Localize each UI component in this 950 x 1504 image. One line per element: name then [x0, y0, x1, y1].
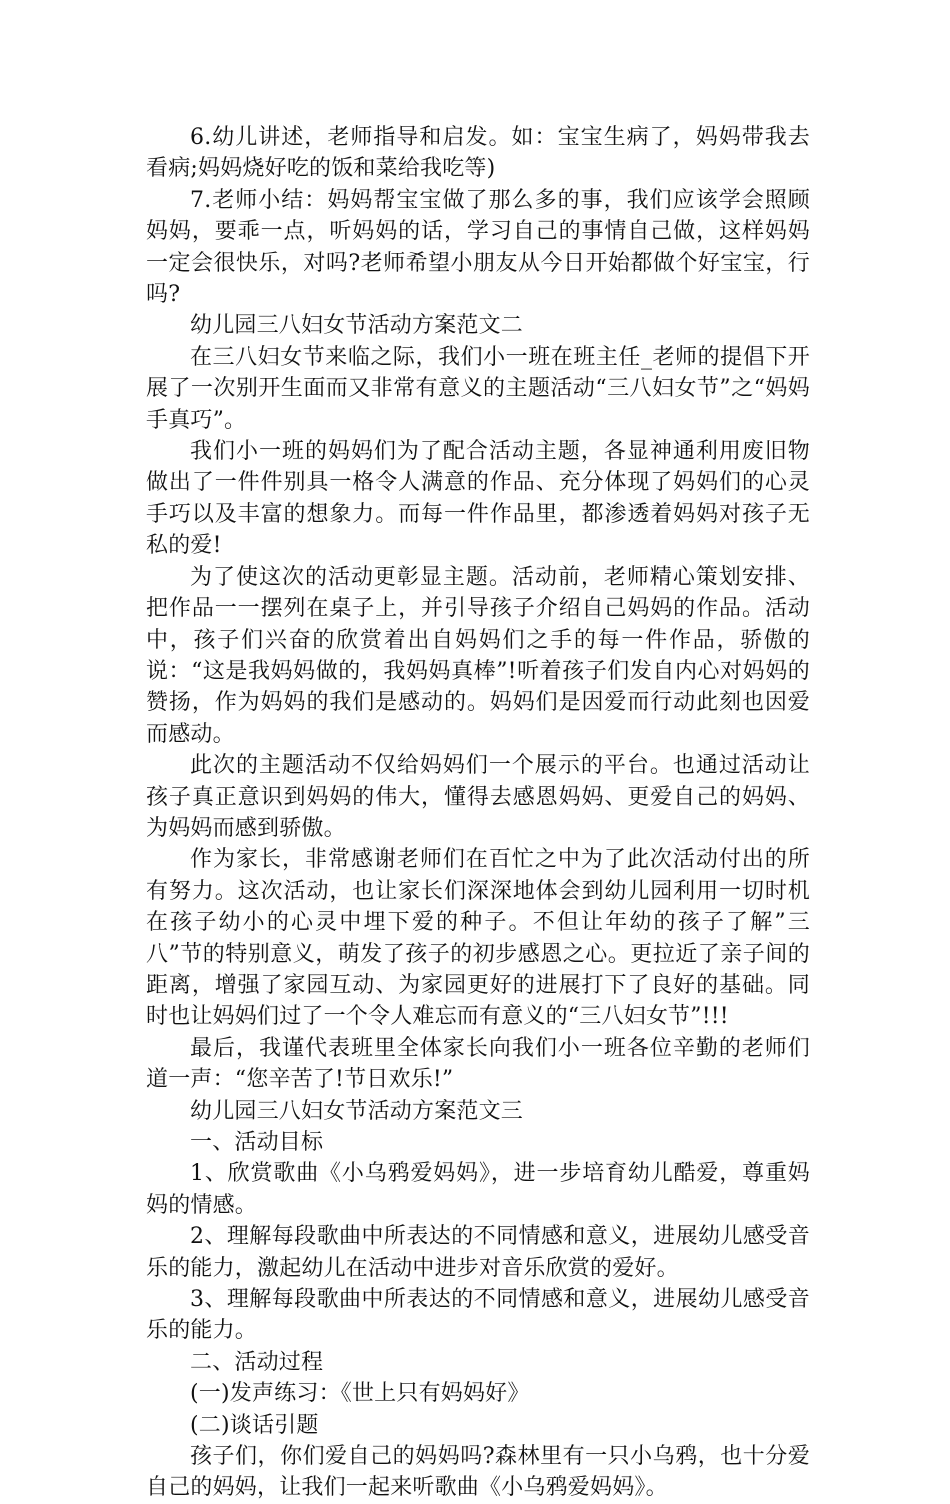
- paragraph-activity: 为了使这次的活动更彰显主题。活动前，老师精心策划安排、把作品一一摆列在桌子上，并引导孩子介绍自己妈妈的作品。活动中，孩子们兴奋的欣赏着出自妈妈们之手的每一件作品，骄傲的说：“这是我妈妈做的，我妈妈真棒”!听着孩子们发自内心对妈妈的赞扬，作为妈妈的我们是感动的。妈妈们是因爱而行动此刻也因爱而感动。: [146, 564, 810, 747]
- paragraph-intro: 在三八妇女节来临之际，我们小一班在班主任_老师的提倡下开展了一次别开生面而又非常有意义的主题活动“三八妇女节”之“妈妈手真巧”。: [146, 344, 810, 433]
- paragraph-mothers-works: 我们小一班的妈妈们为了配合活动主题，各显神通利用废旧物做出了一件件别具一格令人满意的作品、充分体现了妈妈们的心灵手巧以及丰富的想象力。而每一件作品里，都渗透着妈妈对孩子无私的爱!: [146, 439, 810, 559]
- goal-item-1: 1、欣赏歌曲《小乌鸦爱妈妈》，进一步培育幼儿酷爱，尊重妈妈的情感。: [146, 1161, 810, 1218]
- paragraph-theme: 此次的主题活动不仅给妈妈们一个展示的平台。也通过活动让孩子真正意识到妈妈的伟大，懂得去感恩妈妈、更爱自己的妈妈、为妈妈而感到骄傲。: [146, 753, 810, 841]
- subheading-goals: 一、活动目标: [190, 1130, 324, 1155]
- paragraph-song-intro: 孩子们，你们爱自己的妈妈吗?森林里有一只小乌鸦，也十分爱自己的妈妈，让我们一起来听歌曲《小乌鸦爱妈妈》。: [146, 1444, 810, 1501]
- section-heading-2: 幼儿园三八妇女节活动方案范文二: [190, 313, 524, 339]
- goal-item-3: 3、理解每段歌曲中所表达的不同情感和意义，进展幼儿感受音乐的能力。: [146, 1287, 810, 1344]
- subheading-process: 二、活动过程: [190, 1349, 324, 1375]
- paragraph-closing: 最后，我谨代表班里全体家长向我们小一班各位辛勤的老师们道一声：“您辛苦了!节日欢乐!”: [146, 1035, 810, 1093]
- process-item-1: (一)发声练习：《世上只有妈妈好》: [190, 1381, 530, 1407]
- paragraph-parents-thanks: 作为家长，非常感谢老师们在百忙之中为了此次活动付出的所有努力。这次活动，也让家长们深深地体会到幼儿园利用一切时机在孩子幼小的心灵中埋下爱的种子。不但让年幼的孩子了解”三八”节的特别意义，萌发了孩子的初步感恩之心。更拉近了亲子间的距离，增强了家园互动、为家园更好的进展打下了良好的基础。同时也让妈妈们过了一个令人难忘而有意义的“三八妇女节”!!!: [146, 847, 810, 1030]
- paragraph-step-6: 6.幼儿讲述，老师指导和启发。如：宝宝生病了，妈妈带我去看病;妈妈烧好吃的饭和菜给我吃等): [146, 125, 810, 182]
- paragraph-step-7: 7.老师小结：妈妈帮宝宝做了那么多的事，我们应该学会照顾妈妈，要乖一点，听妈妈的话，学习自己的事情自己做，这样妈妈一定会很快乐，对吗?老师希望小朋友从今日开始都做个好宝宝，行吗?: [146, 187, 810, 308]
- process-item-2: (二)谈话引题: [190, 1412, 319, 1438]
- document-body: [146, 122, 810, 1504]
- section-heading-3: 幼儿园三八妇女节活动方案范文三: [190, 1098, 524, 1124]
- goal-item-2: 2、理解每段歌曲中所表达的不同情感和意义，进展幼儿感受音乐的能力，激起幼儿在活动中进步对音乐欣赏的爱好。: [146, 1224, 810, 1281]
